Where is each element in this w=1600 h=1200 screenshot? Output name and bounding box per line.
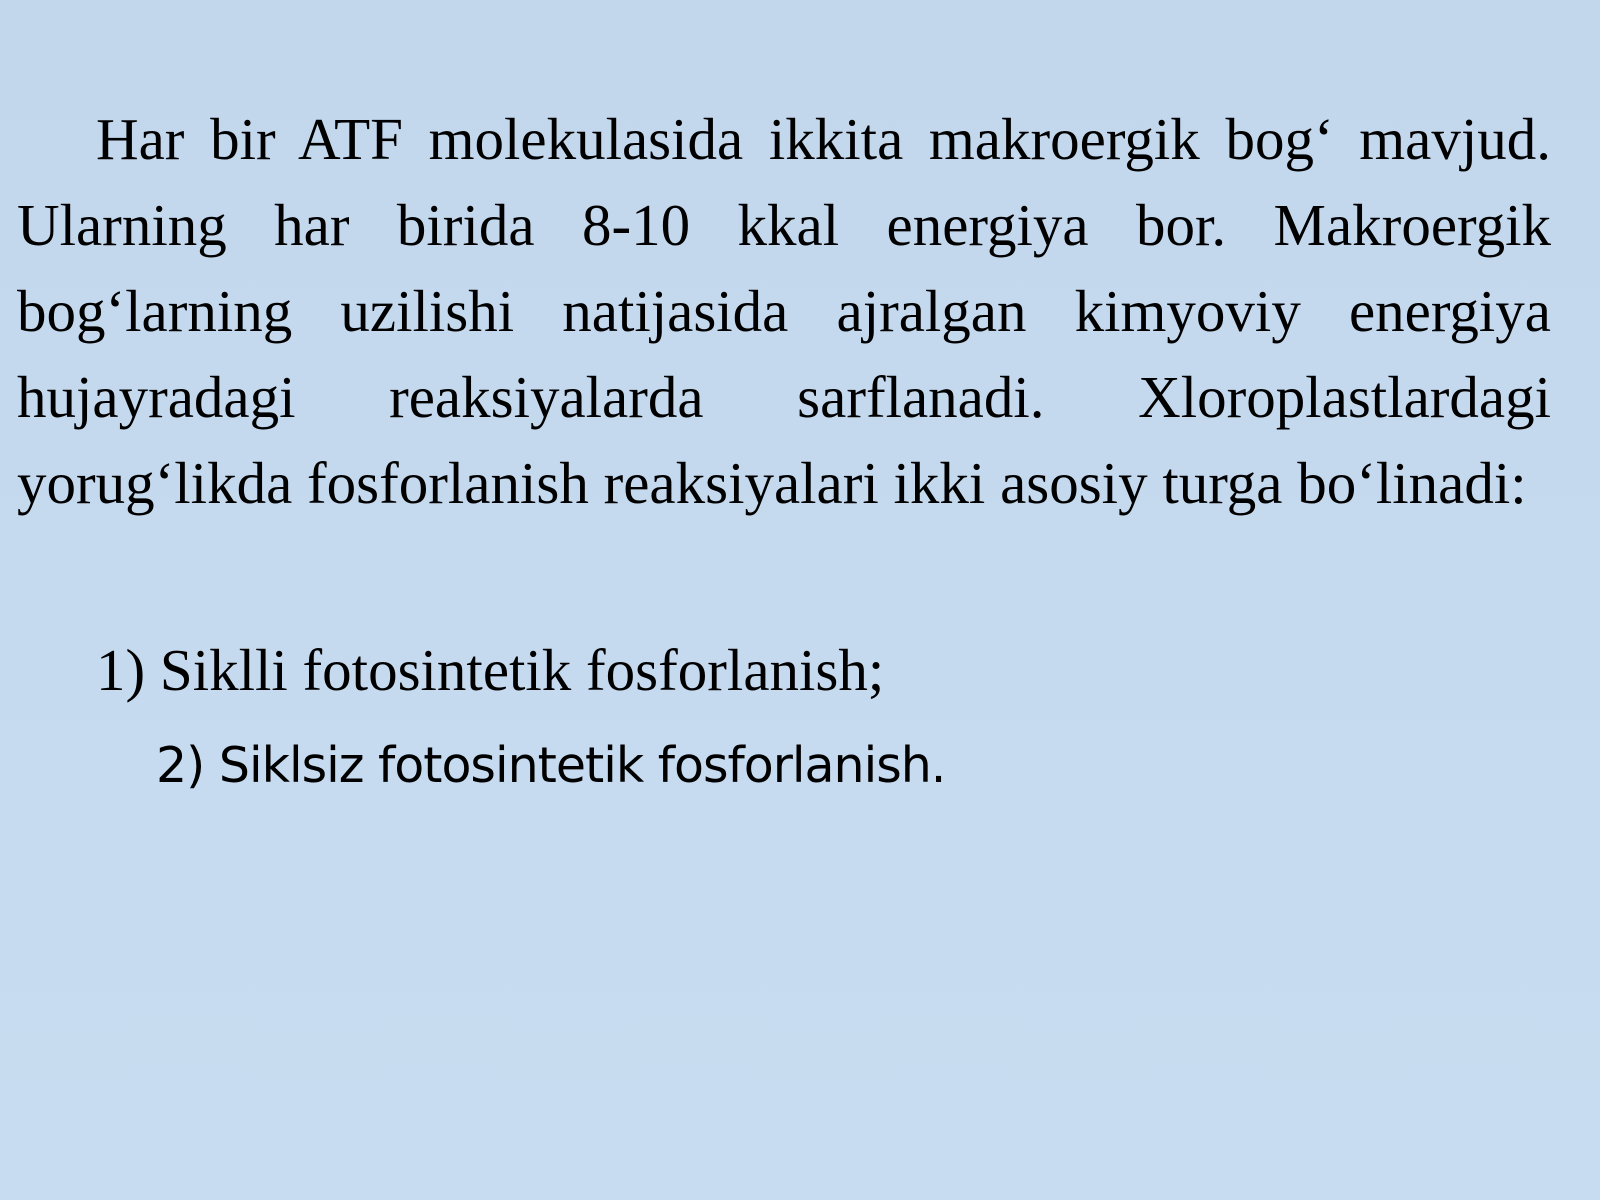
body-paragraph: Har bir ATF molekulasida ikkita makroergik bog‘ mavjud. Ularning har birida 8-10 kkal energiya bor. Makroergik bog‘larning uzilishi natijasida ajralgan kimyoviy energiya hujayradagi reaksiyalarda sarflanadi. Xloroplastlardagi yorug‘likda fosforlanish reaksiyalari ikki asosiy turga bo‘linadi: [17, 106, 1551, 516]
list-item-cyclic-phosphorylation: 1) Siklli fotosintetik fosforlanish; [96, 637, 885, 703]
list-item-noncyclic-phosphorylation: 2) Siklsiz fotosintetik fosforlanish. [156, 737, 946, 794]
